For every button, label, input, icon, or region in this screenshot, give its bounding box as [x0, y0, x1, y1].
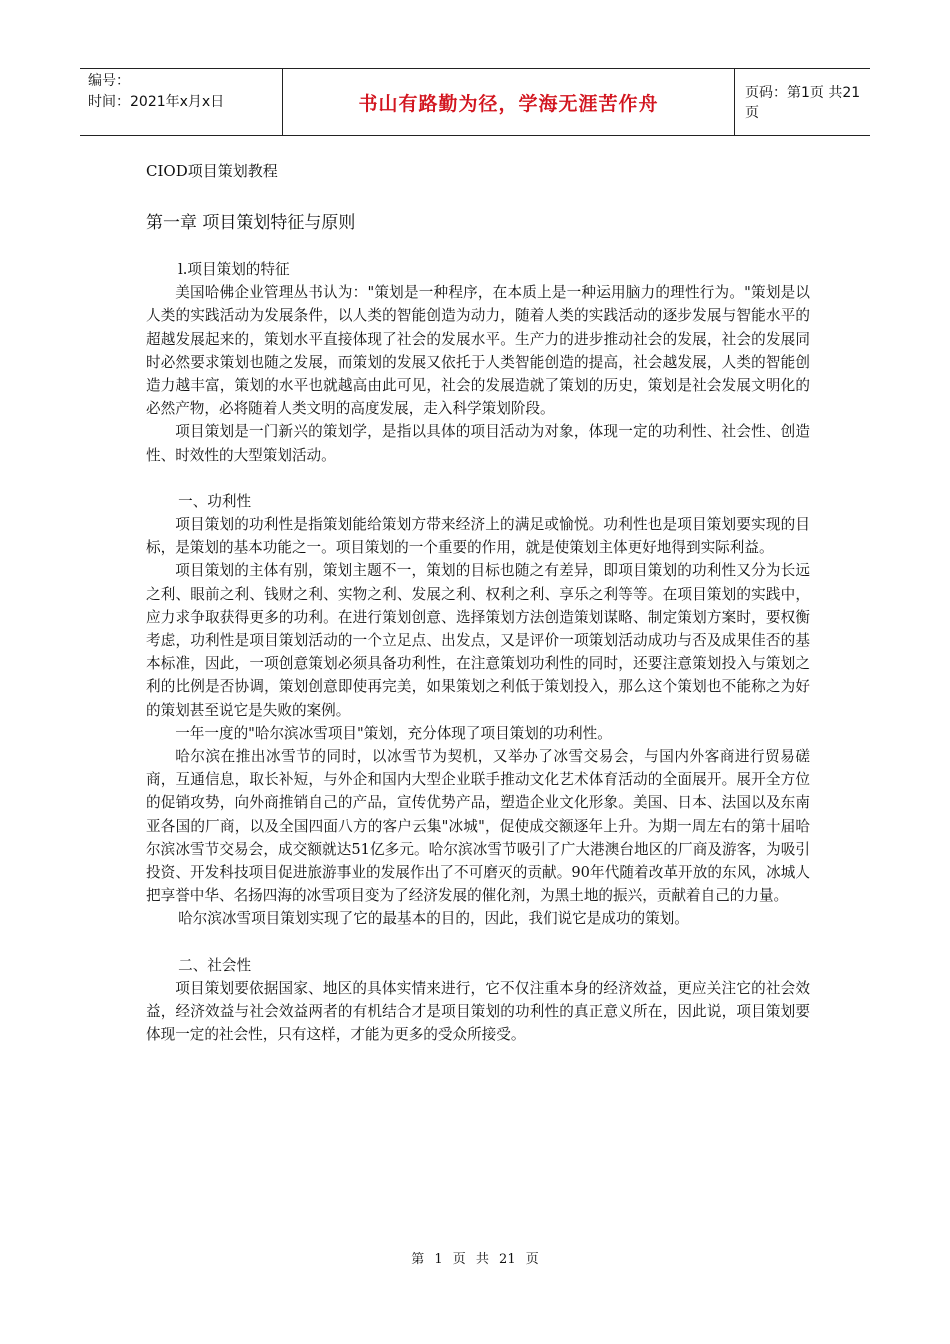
paragraph: 哈尔滨在推出冰雪节的同时，以冰雪节为契机，又举办了冰雪交易会，与国内外客商进行贸易磋商，互通信息，取长补短，与外企和国内大型企业联手推动文化艺术体育活动的全面展开。展开全方位的促销攻势，向外商推销自己的产品，宣传优势产品，塑造企业文化形象。美国、日本、法国以及东南亚各国的厂商，以及全国四面八方的客户云集"冰城"，促使成交额逐年上升。为期一周左右的第十届哈尔滨冰雪节交易会，成交额就达51亿多元。哈尔滨冰雪节吸引了广大港澳台地区的厂商及游客，为吸引投资、开发科技项目促进旅游事业的发展作出了不可磨灭的贡献。90年代随着改革开放的东风，冰城人把享誉中华、名扬四海的冰雪项目变为了经济发展的催化剂，为黑土地的振兴，贡献着自己的力量。 — [146, 748, 810, 905]
paragraph: 项目策划要依据国家、地区的具体实情来进行，它不仅注重本身的经济效益，更应关注它的社会效益，经济效益与社会效益两者的有机结合才是项目策划的功利性的真正意义所在，因此说，项目策划要体现一定的社会性，只有这样，才能为更多的受众所接受。 — [146, 979, 810, 1044]
spacer — [146, 931, 810, 954]
section-heading: l.项目策划的特征 — [178, 261, 290, 278]
document-title: CIOD项目策划教程 — [146, 162, 278, 180]
paragraph: 项目策划的主体有别，策划主题不一，策划的目标也随之有差异，即项目策划的功利性又分为长远之利、眼前之利、钱财之利、实物之利、发展之利、权利之利、享乐之利等等。在项目策划的实践中，应力求争取获得更多的功利。在进行策划创意、选择策划方法创造策划谋略、制定策划方案时，要权衡考虑，功利性是项目策划活动的一个立足点、出发点，又是评价一项策划活动成功与否及成果佳否的基本标准，因此，一项创意策划必须具备功利性，在注意策划功利性的同时，还要注意策划投入与策划之利的比例是否协调，策划创意即使再完美，如果策划之利低于策划投入，那么这个策划也不能称之为好的策划甚至说它是失败的案例。 — [146, 562, 810, 719]
document-body — [146, 258, 810, 1047]
header-meta — [80, 69, 282, 135]
paragraph: 哈尔滨冰雪项目策划实现了它的最基本的目的，因此，我们说它是成功的策划。 — [178, 910, 689, 928]
spacer — [146, 467, 810, 490]
paragraph: 项目策划是一门新兴的策划学，是指以具体的项目活动为对象，体现一定的功利性、社会性、创造性、时效性的大型策划活动。 — [146, 423, 810, 464]
page-label: 页码：第1页 共21页 — [745, 85, 861, 121]
paragraph: 一年一度的"哈尔滨冰雪项目"策划，充分体现了项目策划的功利性。 — [175, 724, 612, 742]
header-motto-cell — [282, 69, 735, 135]
paragraph: 美国哈佛企业管理丛书认为："策划是一种程序，在本质上是一种运用脑力的理性行为。"策划是以人类的实践活动为发展条件，以人类的智能创造为动力，随着人类的实践活动的逐步发展与智能水平的超越发展起来的，策划水平直接体现了社会的发展水平。生产力的进步推动社会的发展，社会的发展同时必然要求策划也随之发展，而策划的发展又依托于人类智能创造的提高，社会越发展，人类的智能创造力越丰富，策划的水平也就越高由此可见，社会的发展造就了策划的历史，策划是社会发展文明化的必然产物，必将随着人类文明的高度发展，走入科学策划阶段。 — [146, 284, 810, 418]
page-footer: 第 1 页 共 21 页 — [411, 1252, 539, 1267]
chapter-heading: 第一章 项目策划特征与原则 — [146, 213, 356, 233]
page-header — [80, 68, 870, 136]
number-label: 编号： — [88, 73, 130, 89]
motto-text: 书山有路勤为径，学海无涯苦作舟 — [358, 92, 659, 115]
header-page-cell — [735, 69, 870, 135]
time-label: 时间：2021年x月x日 — [88, 94, 225, 110]
paragraph: 项目策划的功利性是指策划能给策划方带来经济上的满足或愉悦。功利性也是项目策划要实现的目标，是策划的基本功能之一。项目策划的一个重要的作用，就是使策划主体更好地得到实际利益。 — [146, 516, 810, 557]
section-heading: 二、社会性 — [178, 956, 252, 974]
section-heading: 一、功利性 — [178, 492, 252, 510]
